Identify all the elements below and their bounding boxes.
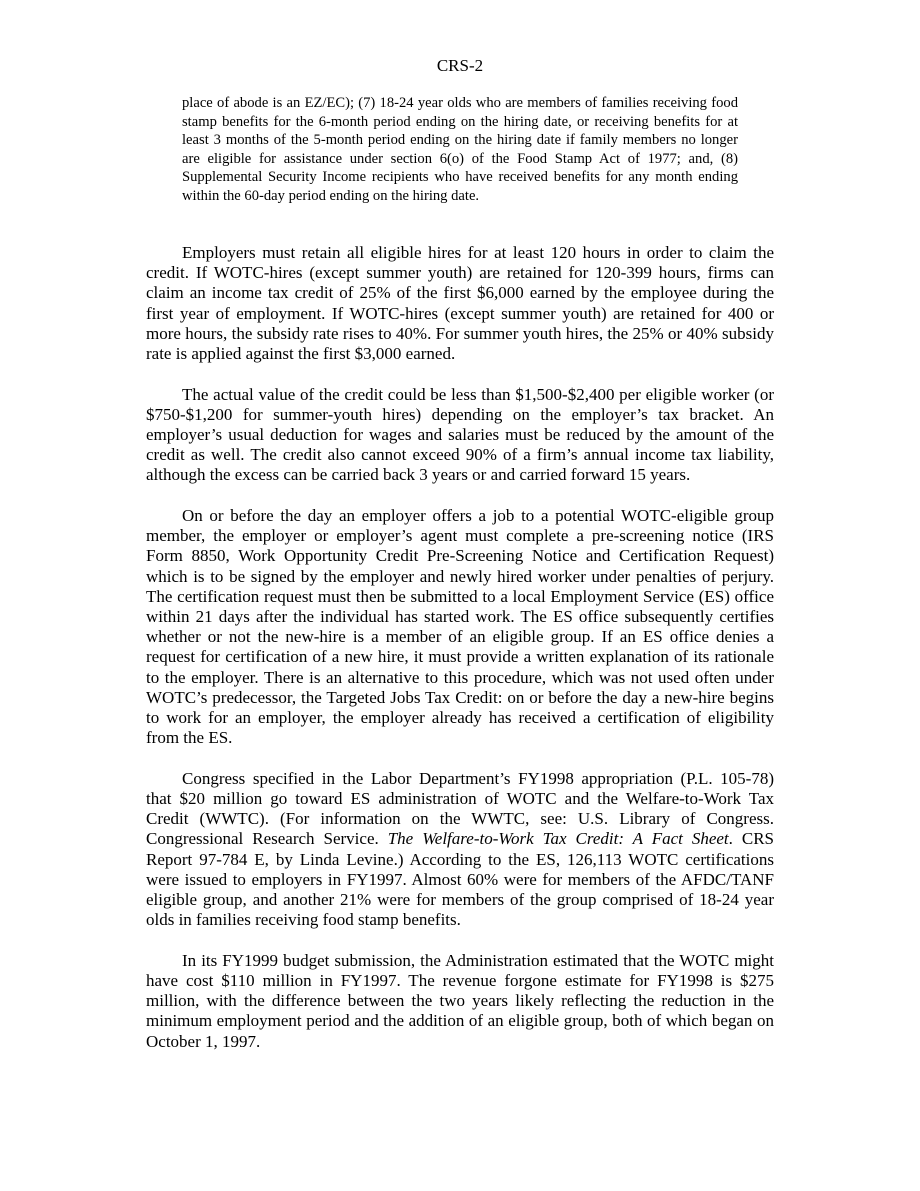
- indented-list-text: place of abode is an EZ/EC); (7) 18-24 year olds who are members of families receiving food stamp benefits for the 6-month period ending on the hiring date, or receiving benefits for at least 3 months of the 5-month period ending on the hiring date if family members no longer are eligible for assistance under section 6(o) of the Food Stamp Act of 1977; and, (8) Supplemental Security Income recipients who have received benefits for any month ending within the 60-day period ending on the hiring date.: [182, 95, 738, 204]
- document-body: [146, 243, 774, 1072]
- paragraph-appropriation: [146, 769, 774, 931]
- paragraph-text: In its FY1999 budget submission, the Administration estimated that the WOTC might have cost $110 million in FY1997. The revenue forgone estimate for FY1998 is $275 million, with the difference between the two years likely reflecting the reduction in the minimum employment period and the addition of an eligible group, both of which began on October 1, 1997.: [146, 950, 774, 1051]
- paragraph-text: [146, 769, 774, 931]
- paragraph-text-part: . CRS Report 97-784 E, by Linda Levine.) According to the ES, 126,113 WOTC certifications were issued to employers in FY1997. Almost 60% were for members of the AFDC/TANF eligible group, and another 21% were for members of the group comprised of 18-24 year olds in families receiving food stamp benefits.: [146, 829, 774, 930]
- indented-list-continuation: [182, 94, 738, 205]
- paragraph-credit-value: [146, 385, 774, 486]
- paragraph-text: Employers must retain all eligible hires for at least 120 hours in order to claim the credit. If WOTC-hires (except summer youth) are retained for 120-399 hours, firms can claim an income tax credit of 25% of the first $6,000 earned by the employee during the first year of employment. If WOTC-hires (except summer youth) are retained for 400 or more hours, the subsidy rate rises to 40%. For summer youth hires, the 25% or 40% subsidy rate is applied against the first $3,000 earned.: [146, 243, 774, 364]
- paragraph-text-part: Congress specified in the Labor Department’s FY1998 appropriation (P.L. 105-78) that $20 million go toward ES administration of WOTC and the Welfare-to-Work Tax Credit (WWTC). (For information on the WWTC, see: U.S. Library of Congress. Congressional Research Service.: [146, 768, 774, 849]
- paragraph-text: The actual value of the credit could be less than $1,500-$2,400 per eligible worker (or $750-$1,200 for summer-youth hires) depending on the employer’s tax bracket. An employer’s usual deduction for wages and salaries must be reduced by the amount of the credit as well. The credit also cannot exceed 90% of a firm’s annual income tax liability, although the excess can be carried back 3 years or and carried forward 15 years.: [146, 384, 774, 485]
- report-title: The Welfare-to-Work Tax Credit: A Fact Sheet: [387, 829, 729, 849]
- page-header: [0, 56, 920, 76]
- paragraph-certification-procedure: [146, 506, 774, 748]
- page-number-label: CRS-2: [436, 56, 484, 75]
- paragraph-retention-rules: [146, 243, 774, 364]
- paragraph-budget-estimate: [146, 951, 774, 1052]
- paragraph-text: On or before the day an employer offers a job to a potential WOTC-eligible group member, the employer or employer’s agent must complete a pre-screening notice (IRS Form 8850, Work Opportunity Credit Pre-Screening Notice and Certification Request) which is to be signed by the employer and newly hired worker under penalties of perjury. The certification request must then be submitted to a local Employment Service (ES) office within 21 days after the individual has started work. The ES office subsequently certifies whether or not the new-hire is a member of an eligible group. If an ES office denies a request for certification of a new hire, it must provide a written explanation of its rationale to the employer. There is an alternative to this procedure, which was not used often under WOTC’s predecessor, the Targeted Jobs Tax Credit: on or before the day a new-hire begins to work for an employer, the employer already has received a certification of eligibility from the ES.: [146, 506, 774, 748]
